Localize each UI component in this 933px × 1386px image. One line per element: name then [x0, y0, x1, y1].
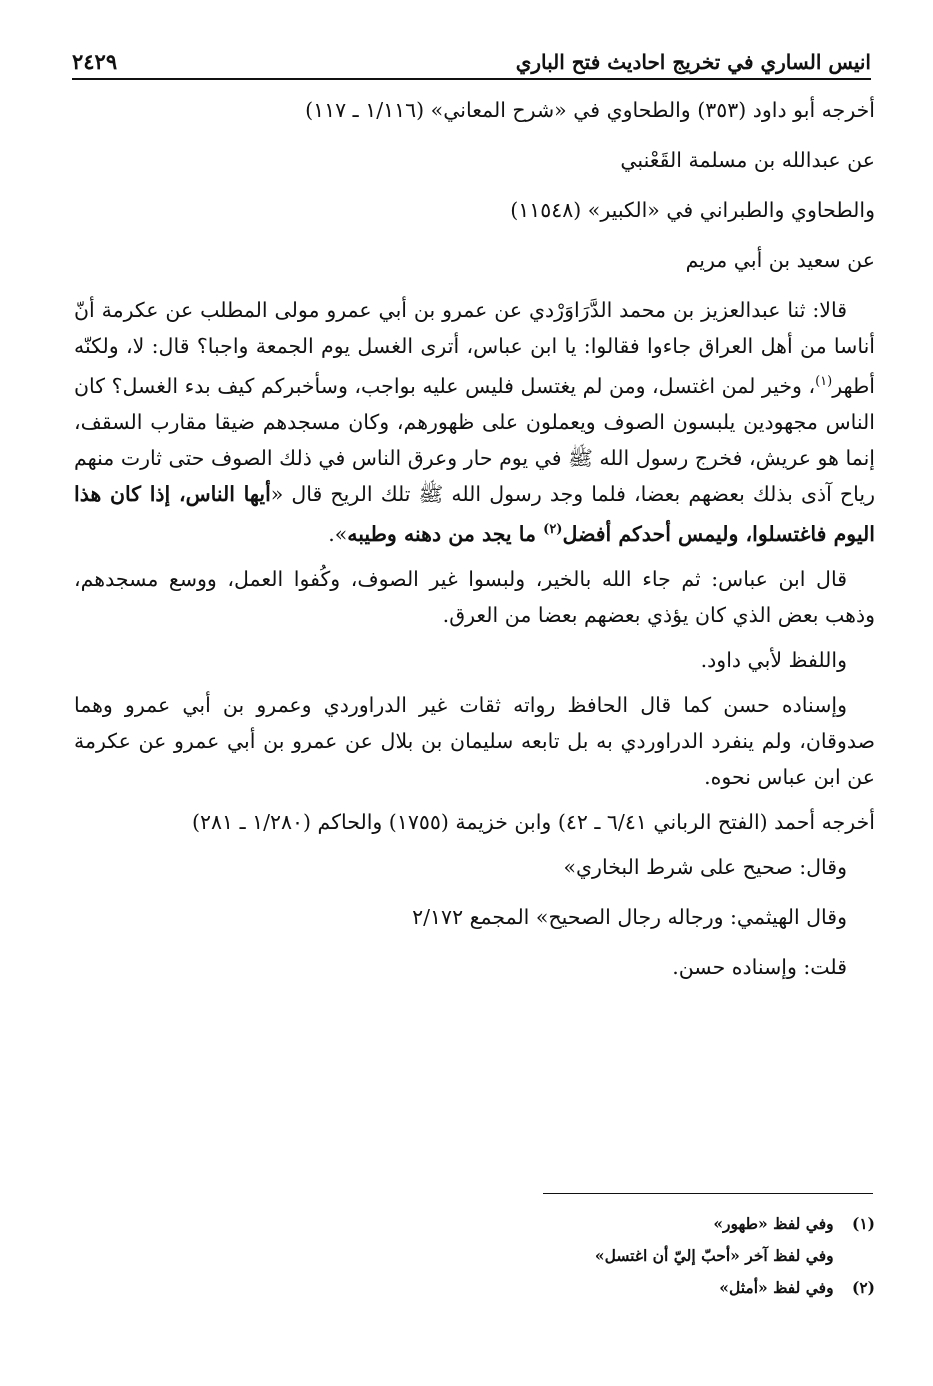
footnote-divider	[543, 1193, 873, 1194]
paragraph-wording: واللفظ لأبي داود.	[700, 647, 847, 672]
paragraph-hakim-verdict: وقال: صحيح على شرط البخاري»	[563, 854, 847, 879]
paragraph-author-verdict: قلت: وإسناده حسن.	[672, 954, 847, 979]
footnote-1-continuation	[300, 1240, 875, 1272]
footnote-ref-1: (١)	[815, 374, 833, 389]
footnote-1-text: وفي لفظ «طهور»	[713, 1214, 834, 1233]
page-number: ٢٤٢٩	[72, 49, 118, 74]
footnote-1	[300, 1208, 875, 1240]
footnote-ref-2: (٢)	[543, 521, 563, 537]
book-title: انيس الساري في تخريج احاديث فتح الباري	[515, 50, 871, 74]
hadith-text-part-a: قالا: ثنا عبدالعزيز بن محمد الدَّرَاوَرْدي عن عمرو بن أبي عمرو مولى المطلب عن عكرمة أنّ أناسا من أهل العراق جاءوا فقالوا: يا ابن عباس، أترى الغسل يوم الجمعة واجبا؟ قال: لا، ولكنّه أطهر	[74, 298, 875, 398]
paragraph-narrator-qanabi: عن عبدالله بن مسلمة القَعْنبي	[620, 148, 875, 172]
footnotes	[300, 1208, 875, 1304]
paragraph-haythami-verdict: وقال الهيثمي: ورجاله رجال الصحيح» المجمع ٢/١٧٢	[412, 904, 847, 929]
hadith-quote-end: ».	[328, 521, 348, 546]
footnote-2-number: (٢)	[851, 1278, 875, 1297]
main-text	[74, 92, 875, 999]
paragraph-narrator-ibn-abi-maryam: عن سعيد بن أبي مريم	[685, 248, 875, 272]
hadith-text-part-b: ، وخير لمن اغتسل، ومن لم يغتسل فليس عليه بواجب، وسأخبركم كيف بدء الغسل؟ كان الناس مجهودين يلبسون الصوف ويعملون على ظهورهم، وكان مسجدهم ضيقا مقارب السقف، إنما هو عريش، فخرج رسول الله ﷺ في يوم حار وعرق الناس في ذلك الصوف حتى ثارت منهم رياح آذى بذلك بعضهم بعضا، فلما وجد رسول الله ﷺ تلك الريح قال «	[74, 373, 875, 506]
footnote-2	[300, 1272, 875, 1304]
footnote-2-text: وفي لفظ «أمثل»	[719, 1278, 834, 1297]
paragraph-takhrij-abu-dawud: أخرجه أبو داود (٣٥٣) والطحاوي في «شرح المعاني» (١/١١٦ ـ ١١٧)	[305, 98, 875, 122]
hadith-quote-bold-b: ما يجد من دهنه وطيبه	[347, 521, 544, 546]
paragraph-isnad: وإسناده حسن كما قال الحافظ رواته ثقات غير الدراوردي وعمرو بن أبي عمرو وهما صدوقان، ولم ينفرد الدراوردي به بل تابعه سليمان بن بلال عن عمرو بن أبي عمرو عن عكرمة عن ابن عباس نحوه.	[74, 692, 875, 789]
paragraph-takhrij-ahmad: أخرجه أحمد (الفتح الرباني ٦/٤١ ـ ٤٢) وابن خزيمة (١٧٥٥) والحاكم (١/٢٨٠ ـ ٢٨١)	[192, 809, 875, 834]
page-header	[72, 34, 871, 80]
paragraph-hadith-text	[74, 292, 875, 552]
footnote-1-number: (١)	[851, 1214, 875, 1233]
hadith-quote-bold-a: أيها الناس، إذا كان هذا اليوم فاغتسلوا، وليمس أحدكم أفضل	[74, 481, 875, 546]
paragraph-ibn-abbas: قال ابن عباس: ثم جاء الله بالخير، ولبسوا غير الصوف، وكُفوا العمل، ووسع مسجدهم، وذهب بعض الذي كان يؤذي بعضهم بعضا من العرق.	[74, 566, 875, 627]
footnote-1-cont-text: وفي لفظ آخر «أحبّ إليّ أن اغتسل»	[594, 1246, 834, 1265]
paragraph-takhrij-tabarani: والطحاوي والطبراني في «الكبير» (١١٥٤٨)	[510, 198, 875, 222]
